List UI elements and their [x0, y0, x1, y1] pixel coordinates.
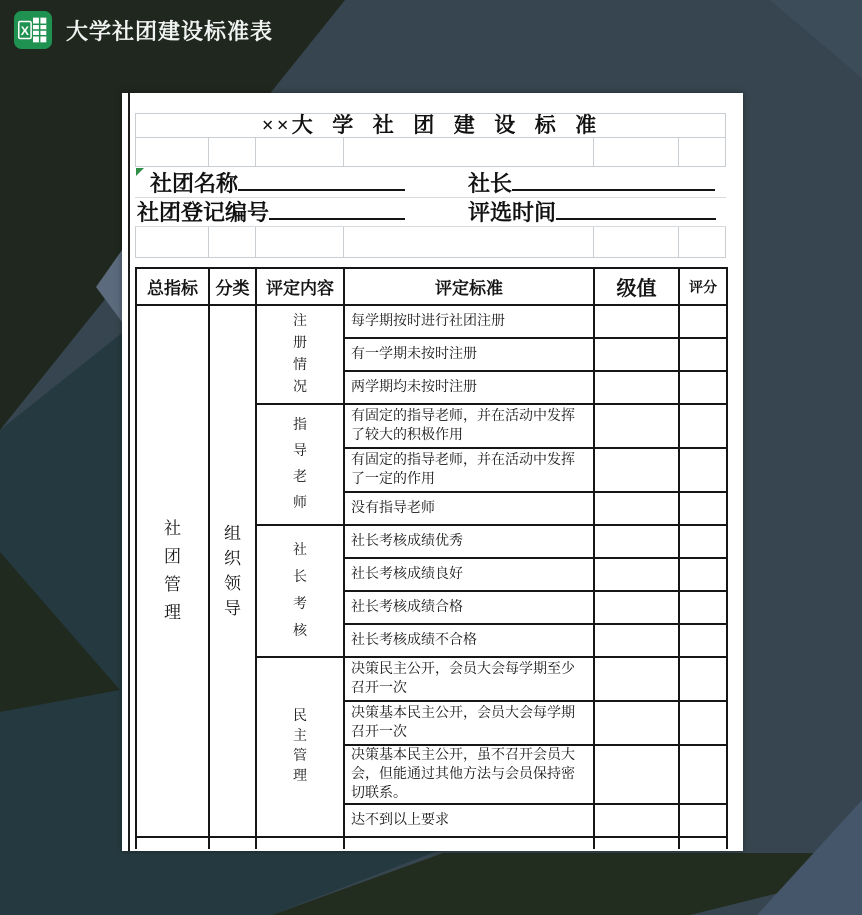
standard-cell: 有固定的指导老师，并在活动中发挥了较大的积极作用: [344, 404, 594, 448]
score-cell[interactable]: [679, 404, 727, 448]
level-value-cell[interactable]: [594, 558, 679, 591]
score-cell[interactable]: [679, 804, 727, 837]
standard-cell: 社长考核成绩优秀: [344, 525, 594, 558]
level-value-cell[interactable]: [594, 305, 679, 338]
document-title: ××大 学 社 团 建 设 标 准: [261, 113, 600, 137]
category-cell: 组织领导: [209, 305, 256, 837]
standard-cell: 社长考核成绩良好: [344, 558, 594, 591]
document-title-row: [135, 113, 726, 138]
standard-cell: 有固定的指导老师，并在活动中发挥了一定的作用: [344, 448, 594, 492]
level-value-cell[interactable]: [594, 492, 679, 525]
registration-no-fill-line[interactable]: [269, 218, 405, 220]
president-fill-line[interactable]: [512, 189, 715, 191]
score-cell[interactable]: [679, 448, 727, 492]
score-cell[interactable]: [679, 492, 727, 525]
registration-no-label: 社团登记编号: [137, 200, 270, 225]
form-row-club-name: [135, 167, 726, 198]
table-header-row: [136, 268, 727, 305]
club-name-fill-line[interactable]: [238, 189, 405, 191]
level-value-cell[interactable]: [594, 804, 679, 837]
empty-grid-row: [135, 227, 726, 258]
score-cell[interactable]: [679, 338, 727, 371]
level-value-cell[interactable]: [594, 338, 679, 371]
standard-cell: 决策基本民主公开，虽不召开会员大会，但能通过其他方法与会员保持密切联系。: [344, 745, 594, 804]
level-value-cell[interactable]: [594, 624, 679, 657]
score-cell[interactable]: [679, 701, 727, 745]
app-title: 大学社团建设标准表: [66, 18, 274, 44]
empty-grid-row: [135, 138, 726, 167]
page-left-rule: [128, 93, 130, 851]
score-cell[interactable]: [679, 591, 727, 624]
standard-cell: 有一学期未按时注册: [344, 338, 594, 371]
level-value-cell[interactable]: [594, 657, 679, 701]
col-header-content: 评定内容: [256, 268, 344, 305]
evaluation-time-label: 评选时间: [468, 200, 557, 225]
score-cell[interactable]: [679, 305, 727, 338]
score-cell[interactable]: [679, 624, 727, 657]
table-row-partial: [136, 837, 727, 849]
col-header-total-indicator: 总指标: [136, 268, 209, 305]
level-value-cell[interactable]: [594, 525, 679, 558]
col-header-level: 级值: [594, 268, 679, 305]
level-value-cell[interactable]: [594, 591, 679, 624]
standard-cell: 每学期按时进行社团注册: [344, 305, 594, 338]
score-cell[interactable]: [679, 525, 727, 558]
score-cell[interactable]: [679, 745, 727, 804]
level-value-cell[interactable]: [594, 448, 679, 492]
score-cell[interactable]: [679, 558, 727, 591]
club-name-label: 社团名称: [150, 171, 239, 196]
level-value-cell[interactable]: [594, 701, 679, 745]
cell-error-marker: [136, 168, 144, 176]
form-row-registration: [135, 198, 726, 227]
standard-cell: 两学期均未按时注册: [344, 371, 594, 404]
president-label: 社长: [468, 171, 513, 196]
content-cell-registration: 注册情况: [256, 305, 344, 404]
score-cell[interactable]: [679, 371, 727, 404]
col-header-standard: 评定标准: [344, 268, 594, 305]
standard-cell: 决策基本民主公开，会员大会每学期召开一次: [344, 701, 594, 745]
excel-icon: [14, 11, 52, 49]
total-indicator-cell: 社团管理: [136, 305, 209, 837]
standards-table: [135, 267, 728, 849]
standard-cell: 没有指导老师: [344, 492, 594, 525]
content-cell-democratic-management: 民主管理: [256, 657, 344, 837]
col-header-score: 评分: [679, 268, 727, 305]
level-value-cell[interactable]: [594, 404, 679, 448]
score-cell[interactable]: [679, 657, 727, 701]
content-cell-advisor: 指导老师: [256, 404, 344, 525]
svg-text:X: X: [20, 23, 30, 38]
table-row: [136, 305, 727, 338]
level-value-cell[interactable]: [594, 745, 679, 804]
standard-cell: 达不到以上要求: [344, 804, 594, 837]
standard-cell: 社长考核成绩合格: [344, 591, 594, 624]
header-bar: [0, 0, 862, 60]
content-cell-president-assessment: 社长考核: [256, 525, 344, 657]
col-header-category: 分类: [209, 268, 256, 305]
evaluation-time-fill-line[interactable]: [556, 218, 716, 220]
spreadsheet-page: [122, 93, 743, 851]
level-value-cell[interactable]: [594, 371, 679, 404]
standard-cell: 决策民主公开，会员大会每学期至少召开一次: [344, 657, 594, 701]
standard-cell: 社长考核成绩不合格: [344, 624, 594, 657]
